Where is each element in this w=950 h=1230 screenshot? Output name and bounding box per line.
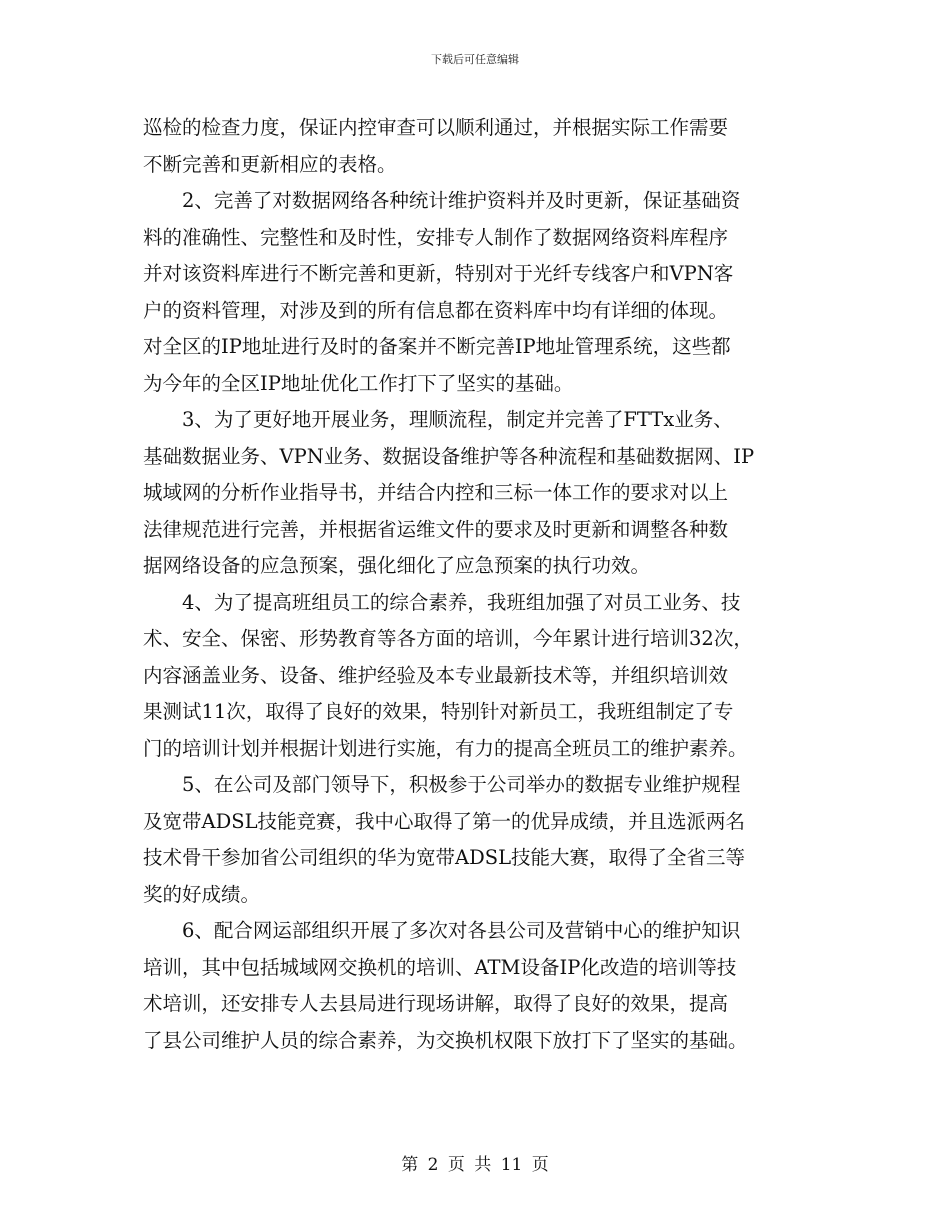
- body-line: 料的准确性、完整性和及时性，安排专人制作了数据网络资料库程序: [143, 225, 729, 249]
- page-footer: 第 2 页 共 11 页: [401, 1155, 549, 1175]
- body-line: 并对该资料库进行不断完善和更新，特别对于光纤专线客户和VPN客: [143, 262, 734, 285]
- body-line: 法律规范进行完善，并根据省运维文件的要求及时更新和调整各种数: [143, 517, 729, 541]
- body-line: 6、配合网运部组织开展了多次对各县公司及营销中心的维护知识: [182, 919, 741, 942]
- body-line: 对全区的IP地址进行及时的备案并不断完善IP地址管理系统，这些都: [143, 335, 731, 358]
- body-line: 巡检的检查力度，保证内控审查可以顺利通过，并根据实际工作需要: [143, 116, 729, 139]
- body-line: 4、为了提高班组员工的综合素养，我班组加强了对员工业务、技: [182, 590, 741, 614]
- body-line: 了县公司维护人员的综合素养，为交换机权限下放打下了坚实的基础。: [143, 1028, 748, 1052]
- body-line: 2、完善了对数据网络各种统计维护资料并及时更新，保证基础资: [182, 189, 741, 212]
- body-line: 户的资料管理，对涉及到的所有信息都在资料库中均有详细的体现。: [143, 298, 729, 322]
- body-line: 不断完善和更新相应的表格。: [143, 152, 397, 176]
- body-line: 内容涵盖业务、设备、维护经验及本专业最新技术等，并组织培训效: [143, 663, 729, 687]
- document-body: [143, 110, 815, 1059]
- body-line: 5、在公司及部门领导下，积极参于公司举办的数据专业维护规程: [182, 773, 741, 796]
- body-line: 术培训，还安排专人去县局进行现场讲解，取得了良好的效果，提高: [143, 992, 729, 1015]
- body-line: 技术骨干参加省公司组织的华为宽带ADSL技能大赛，取得了全省三等: [143, 846, 746, 869]
- body-line: 城域网的分析作业指导书，并结合内控和三标一体工作的要求对以上: [143, 481, 729, 504]
- body-line: 据网络设备的应急预案，强化细化了应急预案的执行功效。: [143, 554, 651, 577]
- body-line: 果测试11次，取得了良好的效果，特别针对新员工，我班组制定了专: [143, 700, 734, 723]
- body-line: 及宽带ADSL技能竞赛，我中心取得了第一的优异成绩，并且选派两名: [143, 809, 746, 833]
- body-line: 基础数据业务、VPN业务、数据设备维护等各种流程和基础数据网、IP: [143, 444, 755, 468]
- body-line: 术、安全、保密、形势教育等各方面的培训，今年累计进行培训32次，: [143, 627, 753, 650]
- page-header: 下载后可任意编辑: [431, 53, 519, 66]
- body-line: 培训，其中包括城域网交换机的培训、ATM设备IP化改造的培训等技: [143, 955, 737, 979]
- body-line: 为今年的全区IP地址优化工作打下了坚实的基础。: [143, 371, 574, 395]
- body-line: 3、为了更好地开展业务，理顺流程，制定并完善了FTTx业务、: [182, 408, 733, 431]
- body-line: 门的培训计划并根据计划进行实施，有力的提高全班员工的维护素养。: [143, 736, 748, 760]
- body-line: 奖的好成绩。: [143, 882, 261, 906]
